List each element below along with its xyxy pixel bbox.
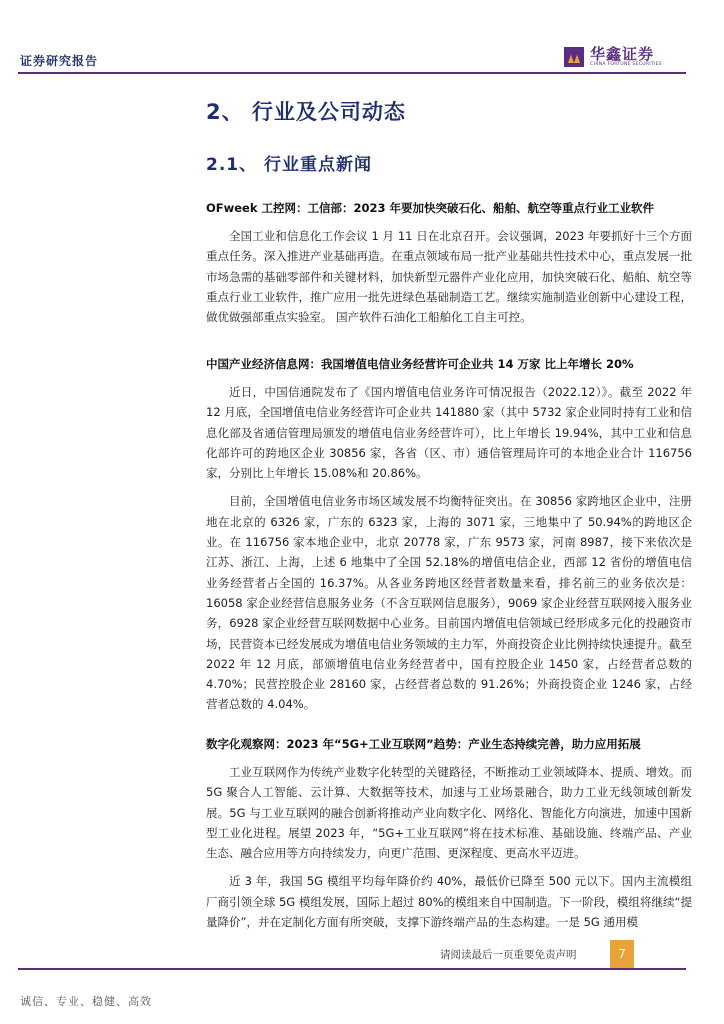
news-title-3: 数字化观察网：2023 年“5G+工业互联网”趋势：产业生态持续完善，助力应用拓展 — [206, 737, 641, 751]
news-body-1 — [206, 226, 692, 327]
footer-slogan: 诚信、专业、稳健、高效 — [20, 995, 152, 1008]
news-3-paragraph-1: 工业互联网作为传统产业数字化转型的关键路径，不断推动工业领域降本、提质、增效。而 5G 聚合人工智能、云计算、大数据等技术，加速与工业场景融合，助力工业无线领域创新发展。5G 与工业互联网的融合创新将推动产业向数字化、网络化、智能化方向演进，加速中国新型工业化进程。展望 2023 年，“5G+工业互联网”将在技术标准、基础设施、终端产品、产业生态、融合应用等方向持续发力，向更广范围、更深程度、更高水平迈进。 — [206, 765, 692, 861]
news-body-3 — [206, 762, 692, 932]
news-1-paragraph-1: 全国工业和信息化工作会议 1 月 11 日在北京召开。会议强调，2023 年要抓好十三个方面重点任务。深入推进产业基础再造。在重点领域布局一批产业基础共性技术中心，重点发展一批市场急需的基础零部件和关键材料，加快新型元器件产业化应用，加快突破石化、船舶、航空等重点行业工业软件，推广应用一批先进绿色基础制造工艺。继续实施制造业创新中心建设工程，做优做强部重点实验室。 国产软件石油化工船舶化工自主可控。 — [206, 229, 692, 325]
company-logo — [564, 46, 662, 68]
news-2-paragraph-2: 目前，全国增值电信业务市场区域发展不均衡特征突出。在 30856 家跨地区企业中，注册地在北京的 6326 家，广东的 6323 家，上海的 3071 家，三地集中了 50.94%的跨地区企业。在 116756 家本地企业中，北京 20778 家，广东 9573 家，河南 8987，接下来依次是江苏、浙江、上海，上述 6 地集中了全国 52.18%的增值电信企业，西部 12 省份的增值电信业务经营者占全国的 16.37%。从各业务跨地区经营者数量来看，排名前三的业务依次是：16058 家企业经营信息服务业务（不含互联网信息服务），9069 家企业经营互联网接入服务业务，6928 家企业经营互联网数据中心业务。目前国内增值电信领域已经形成多元化的投融资市场，民营资本已经发展成为增值电信业务领域的主力军，外商投资企业比例持续快速提升。截至 2022 年 12 月底，部颁增值电信业务经营者中，国有控股企业 1450 家，占经营者总数的 4.70%；民营控股企业 28160 家，占经营者总数的 91.26%；外商投资企业 1246 家，占经营者总数的 4.04%。 — [206, 494, 692, 712]
footer-divider — [18, 968, 686, 970]
section-heading: 2、 行业及公司动态 — [206, 100, 406, 124]
news-body-2 — [206, 382, 692, 715]
header-divider — [18, 72, 686, 74]
logo-chinese-name: 华鑫证券 — [590, 45, 655, 63]
logo-mark-icon — [564, 47, 584, 67]
news-title-1: OFweek 工控网：工信部：2023 年要加快突破石化、船舶、航空等重点行业工业软件 — [206, 201, 655, 215]
disclaimer-note: 请阅读最后一页重要免责声明 — [440, 949, 577, 961]
news-3-paragraph-2: 近 3 年，我国 5G 模组平均每年降价约 40%，最低价已降至 500 元以下。国内主流模组厂商引领全球 5G 模组发展，国际上超过 80%的模组来自中国制造。下一阶段，模组将继续“提量降价”，并在定制化方面有所突破，支撑下游终端产品的生态构建。一是 5G 通用模 — [206, 874, 692, 930]
news-title-2: 中国产业经济信息网：我国增值电信业务经营许可企业共 14 万家 比上年增长 20% — [206, 357, 634, 371]
report-type-label: 证券研究报告 — [20, 54, 99, 68]
news-2-paragraph-1: 近日，中国信通院发布了《国内增值电信业务许可情况报告（2022.12）》。截至 2022 年 12 月底，全国增值电信业务经营许可企业共 141880 家（其中 5732 家企业同时持有工业和信息化部及省通信管理局颁发的增值电信业务经营许可），比上年增长 19.94%，其中工业和信息化部许可的跨地区企业 30856 家，各省（区、市）通信管理局许可的本地企业合计 116756 家，分别比上年增长 15.08%和 20.86%。 — [206, 385, 692, 481]
page-number: 7 — [610, 940, 634, 968]
logo-english-name: CHINA FORTUNE SECURITIES — [590, 62, 662, 67]
subsection-heading: 2.1、 行业重点新闻 — [206, 155, 373, 175]
